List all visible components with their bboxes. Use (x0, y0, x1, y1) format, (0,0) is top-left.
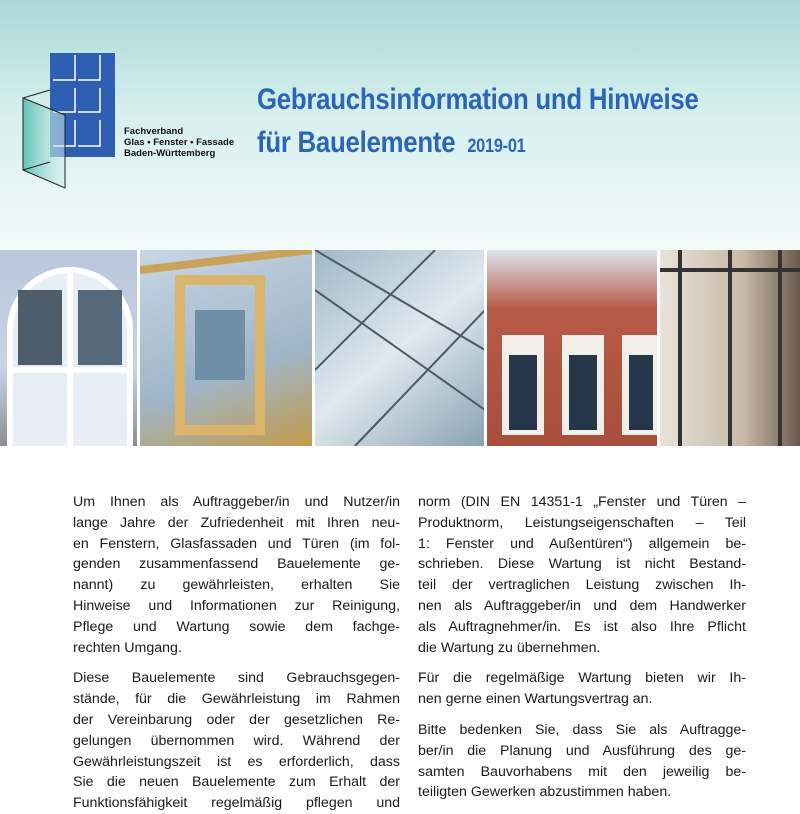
text-line: gelungen übernommen wird. Während der (73, 732, 400, 749)
text-line: Hinweise und Informationen zur Reinigung, (73, 597, 400, 614)
text-column-right (418, 492, 746, 803)
text-line: 1: Fenster und Außentüren“) allgemein be- (418, 535, 746, 552)
photo-glass-roof (315, 250, 484, 446)
title-text: für Bauelemente (257, 126, 456, 159)
text-column-left (73, 492, 400, 814)
paragraph (73, 492, 400, 658)
org-line: Glas • Fenster • Fassade (124, 137, 235, 148)
text-line: Pflege und Wartung sowie dem fachge- (73, 618, 400, 635)
photo-arched-window (0, 250, 137, 446)
document-title: Gebrauchsinformation und Hinweise (257, 83, 699, 116)
text-line: norm (DIN EN 14351-1 „Fenster und Türen – (418, 494, 746, 510)
paragraph (418, 668, 746, 710)
text-line: nannt) zu gewährleisten, erhalten Sie (73, 577, 400, 594)
text-line: teil der vertraglichen Leistung zwischen Ih- (418, 577, 746, 594)
association-logo-icon (20, 50, 240, 190)
text-line: genden zusammenfassend Bauelemente ge- (73, 556, 400, 573)
text-line: Für die regelmäßige Wartung bieten wir Ih- (418, 670, 746, 687)
document-title-line2 (257, 127, 526, 163)
org-line: Fachverband (124, 126, 184, 137)
paragraph (418, 492, 746, 658)
text-line: Diese Bauelemente sind Gebrauchsgegen- (73, 670, 400, 687)
org-line: Baden-Württemberg (124, 148, 216, 159)
text-line: die Wartung zu übernehmen. (418, 639, 601, 656)
paragraph (73, 668, 400, 814)
text-line: der Vereinbarung oder der gesetzlichen Re- (73, 711, 400, 728)
text-line: samten Bauvorhabens mit den jeweilig be- (418, 763, 746, 780)
text-line: nen gerne einen Wartungsvertrag an. (418, 691, 653, 708)
photo-strip (0, 250, 800, 446)
text-line: stände, für die Gewährleistung im Rahmen (73, 691, 400, 708)
photo-wooden-frame-window (140, 250, 311, 446)
header-banner (0, 0, 800, 250)
edition-label: 2019-01 (467, 136, 526, 157)
text-line: Sie die neuen Bauelemente zum Erhalt der (73, 774, 400, 791)
text-line: Produktnorm, Leistungseigenschaften – Teil (418, 514, 746, 531)
paragraph (418, 720, 746, 803)
organization-name (124, 126, 234, 159)
text-line: Bitte bedenken Sie, dass Sie als Auftragge- (418, 721, 746, 738)
text-line: ber/in die Planung und Ausführung des ge- (418, 742, 746, 759)
text-line: en Fenstern, Glasfassaden und Türen (im fol- (73, 535, 400, 552)
photo-interior-facade (660, 250, 800, 446)
text-line: nen als Auftraggeber/in und dem Handwerker (418, 597, 746, 614)
text-line: Um Ihnen als Auftraggeber/in und Nutzer/in (73, 494, 400, 510)
text-line: rechten Umgang. (73, 639, 182, 656)
photo-brick-facade (487, 250, 656, 446)
text-line: als Auftragnehmer/in. Es ist also Ihre Pflicht (418, 618, 746, 635)
text-line: lange Jahre der Zufriedenheit mit Ihren neu- (73, 514, 400, 531)
text-line: teiligten Gewerken abzustimmen haben. (418, 784, 672, 801)
text-line: schrieben. Diese Wartung ist nicht Bestand- (418, 556, 746, 573)
text-line: Gewährleistungszeit ist es erforderlich, dass (73, 753, 400, 770)
text-line: Funktionsfähigkeit regelmäßig pflegen und (73, 795, 400, 812)
